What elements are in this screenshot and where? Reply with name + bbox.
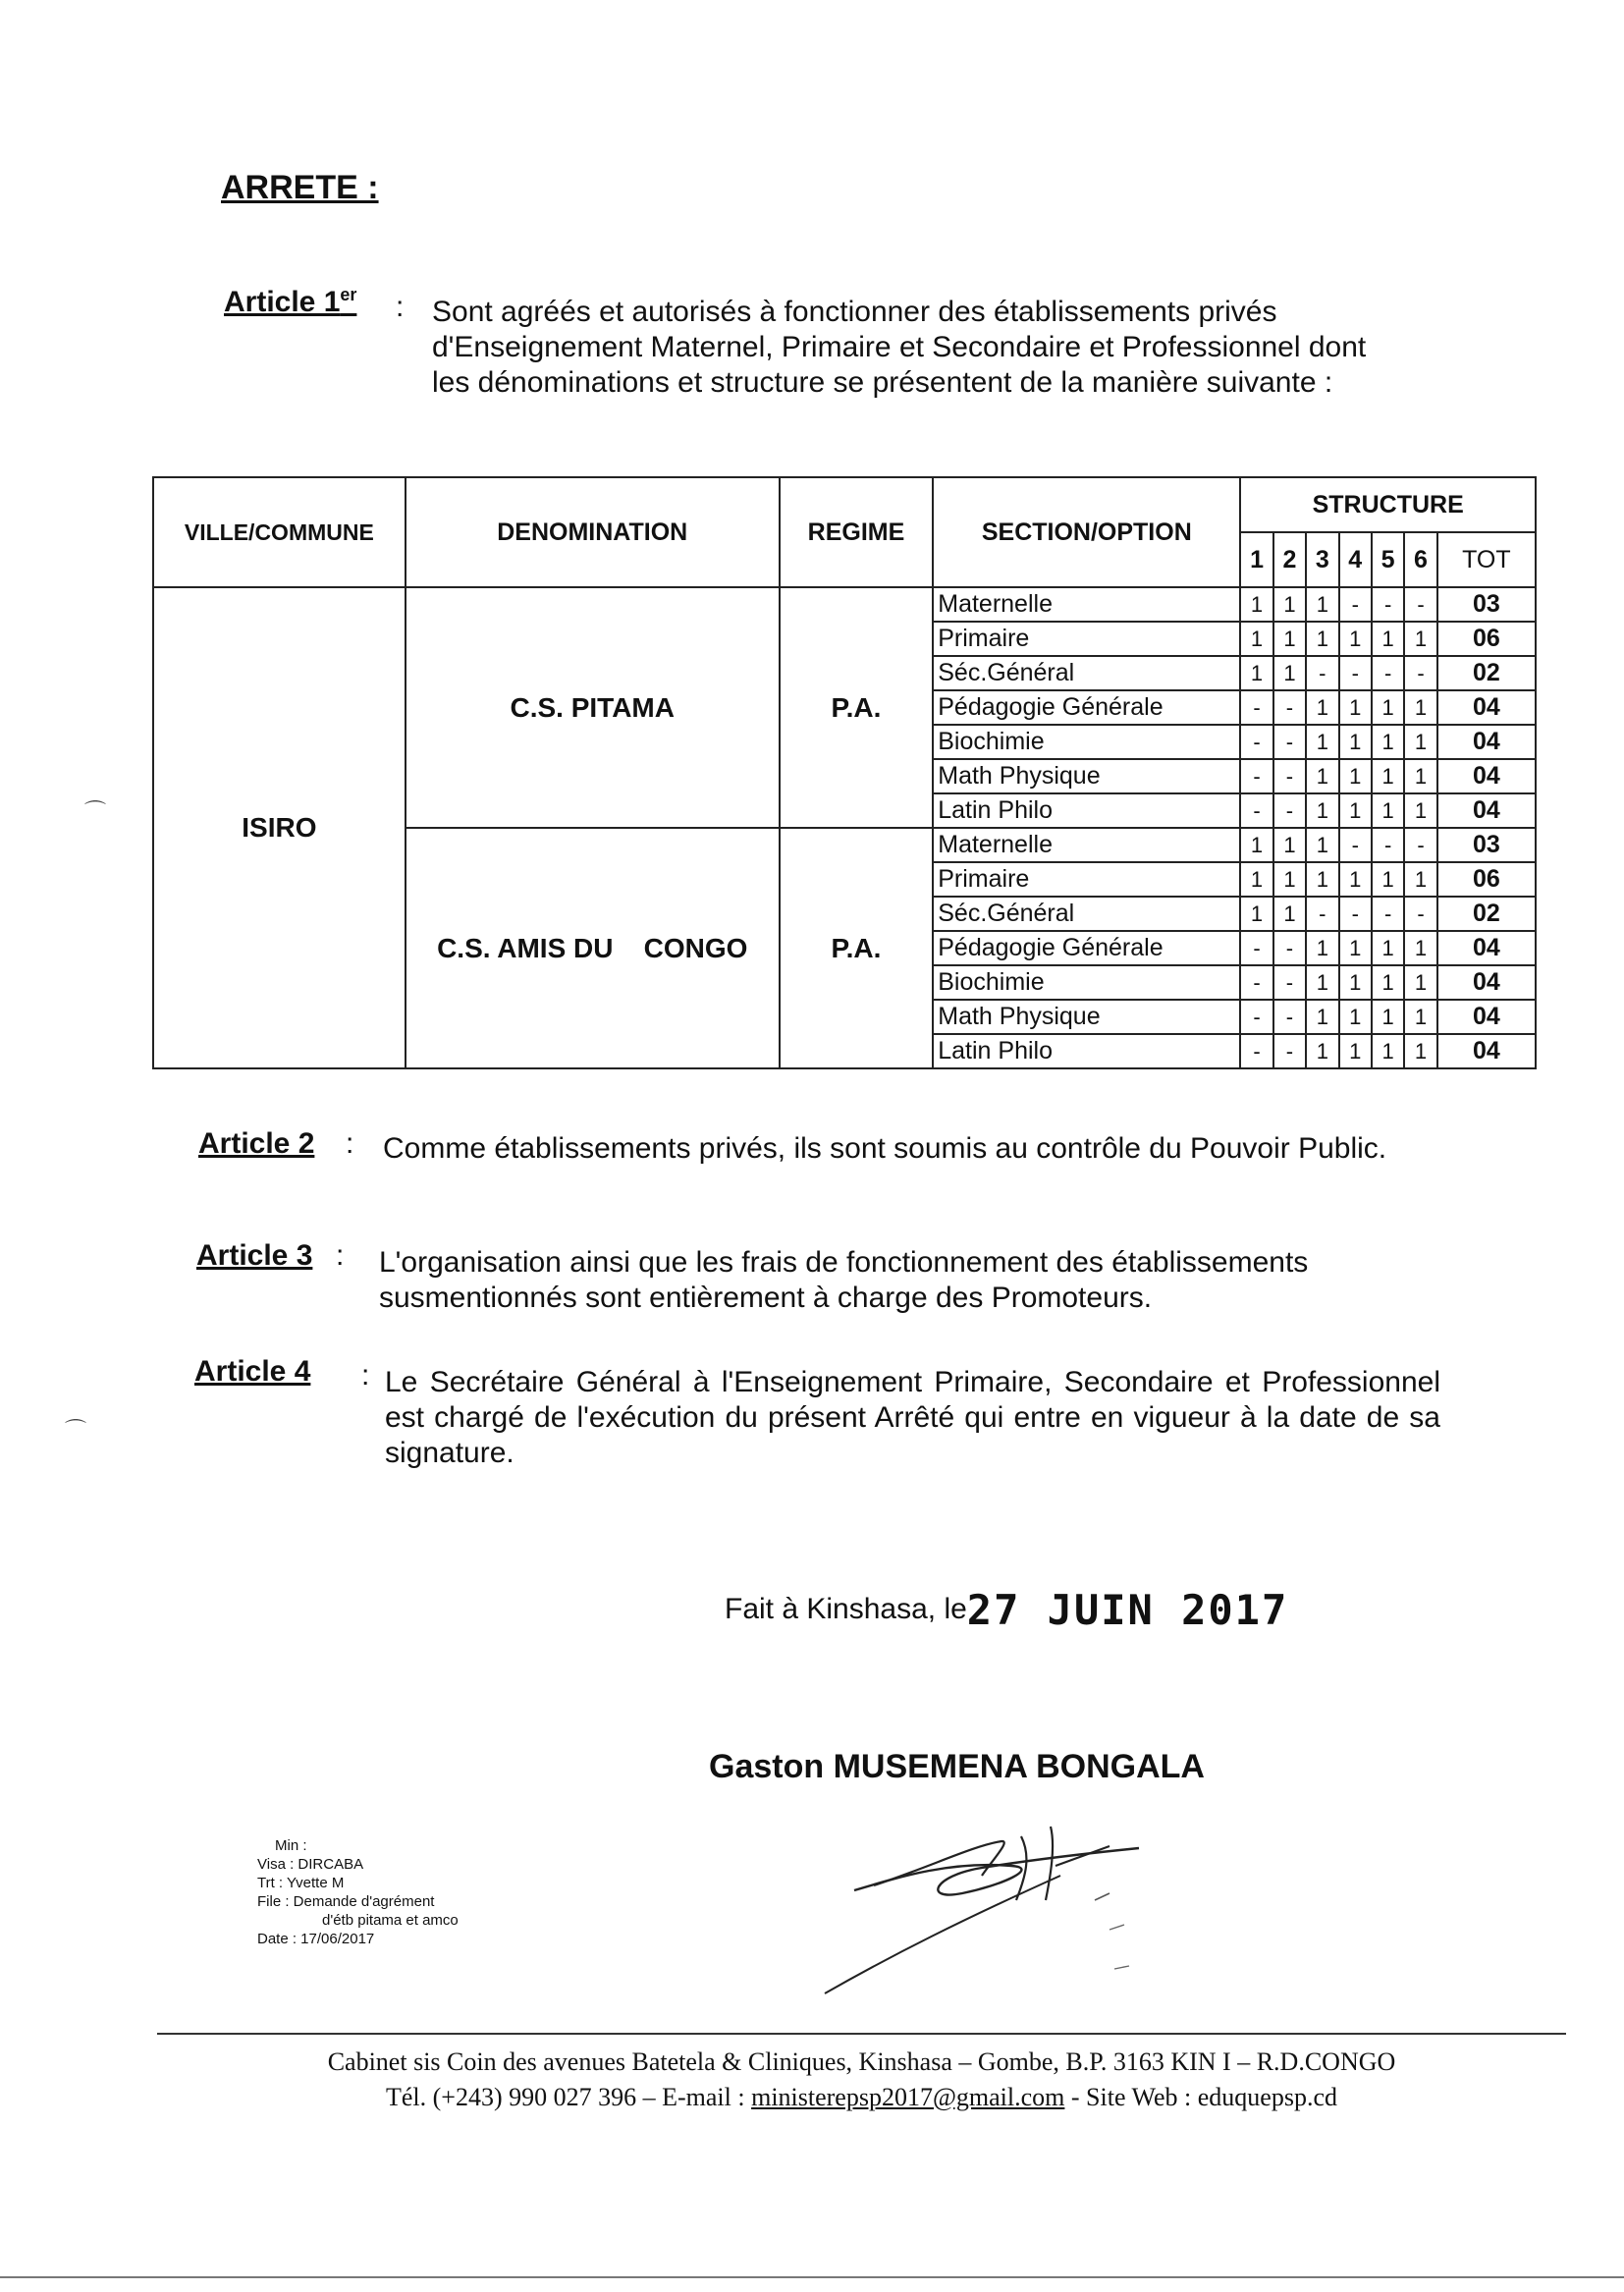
year-cell: 1 — [1306, 965, 1338, 1000]
structure-table — [152, 476, 1537, 1069]
header-total: TOT — [1437, 532, 1536, 587]
year-cell: 1 — [1306, 587, 1338, 622]
year-cell: 1 — [1240, 862, 1272, 897]
year-cell: - — [1240, 759, 1272, 793]
year-cell: 1 — [1273, 656, 1306, 690]
article-3-text: L'organisation ainsi que les frais de fonctionnement des établissements susmentionnés sont entièrement à charge des Promoteurs. — [379, 1246, 1309, 1314]
regime-cell: P.A. — [780, 828, 934, 1068]
year-cell: 1 — [1240, 656, 1272, 690]
school-name-cell: C.S. PITAMA — [406, 587, 780, 828]
city-cell: ISIRO — [153, 587, 406, 1068]
year-cell: 1 — [1306, 828, 1338, 862]
section-cell: Biochimie — [933, 965, 1240, 1000]
year-cell: 1 — [1404, 862, 1436, 897]
year-cell: 1 — [1306, 862, 1338, 897]
year-cell: - — [1273, 725, 1306, 759]
year-cell: - — [1240, 1034, 1272, 1068]
year-cell: 1 — [1306, 690, 1338, 725]
year-cell: 1 — [1404, 931, 1436, 965]
section-cell: Maternelle — [933, 587, 1240, 622]
year-cell: 1 — [1404, 759, 1436, 793]
total-cell: 04 — [1437, 725, 1536, 759]
footer-address: Cabinet sis Coin des avenues Batetela & Cliniques, Kinshasa – Gombe, B.P. 3163 KIN I – R.D.CONGO — [327, 2047, 1396, 2076]
total-cell: 02 — [1437, 656, 1536, 690]
header-denomination: DENOMINATION — [406, 477, 780, 587]
article-1-label — [224, 285, 356, 319]
year-cell: 1 — [1240, 622, 1272, 656]
total-cell: 03 — [1437, 587, 1536, 622]
year-cell: - — [1273, 965, 1306, 1000]
year-cell: - — [1273, 931, 1306, 965]
section-cell: Latin Philo — [933, 1034, 1240, 1068]
year-cell: 1 — [1306, 759, 1338, 793]
article-2-text: Comme établissements privés, ils sont soumis au contrôle du Pouvoir Public. — [383, 1132, 1387, 1165]
year-cell: 1 — [1372, 690, 1404, 725]
table-row — [153, 587, 1536, 622]
article-1-text: Sont agréés et autorisés à fonctionner des établissements privés d'Enseignement Maternel, Primaire et Secondaire et Professionnel dont les dénominations et structure se présentent de la manière suivante : — [432, 296, 1367, 399]
closing-line — [725, 1586, 1288, 1634]
section-cell: Séc.Général — [933, 897, 1240, 931]
header-year-2: 2 — [1273, 532, 1306, 587]
section-cell: Biochimie — [933, 725, 1240, 759]
year-cell: 1 — [1372, 1034, 1404, 1068]
scan-mark-icon: ⌒ — [84, 799, 107, 824]
year-cell: 1 — [1273, 897, 1306, 931]
section-cell: Maternelle — [933, 828, 1240, 862]
year-cell: - — [1339, 656, 1372, 690]
section-cell: Séc.Général — [933, 656, 1240, 690]
footer-tel: Tél. (+243) 990 027 396 – E-mail : — [385, 2083, 745, 2111]
year-cell: 1 — [1372, 1000, 1404, 1034]
year-cell: 1 — [1339, 965, 1372, 1000]
closing-place: Fait à Kinshasa, le — [725, 1593, 967, 1625]
header-year-1: 1 — [1240, 532, 1272, 587]
year-cell: 1 — [1339, 690, 1372, 725]
article-1-colon: : — [396, 291, 405, 323]
year-cell: - — [1240, 793, 1272, 828]
article-3-label: Article 3 — [196, 1239, 313, 1272]
total-cell: 04 — [1437, 931, 1536, 965]
year-cell: - — [1339, 587, 1372, 622]
year-cell: 1 — [1404, 690, 1436, 725]
section-cell: Pédagogie Générale — [933, 690, 1240, 725]
footer-site: - Site Web : eduquepsp.cd — [1070, 2083, 1337, 2111]
year-cell: 1 — [1404, 725, 1436, 759]
ref-visa: Visa : DIRCABA — [257, 1856, 364, 1873]
handwritten-signature — [815, 1807, 1188, 2003]
total-cell: 06 — [1437, 862, 1536, 897]
total-cell: 04 — [1437, 759, 1536, 793]
header-year-4: 4 — [1339, 532, 1372, 587]
header-year-5: 5 — [1372, 532, 1404, 587]
year-cell: 1 — [1372, 725, 1404, 759]
page-title: ARRETE : — [221, 169, 379, 206]
year-cell: 1 — [1372, 622, 1404, 656]
year-cell: 1 — [1273, 862, 1306, 897]
article-1-sup: er — [340, 285, 357, 304]
footer-contact — [157, 2080, 1566, 2115]
article-4-text: Le Secrétaire Général à l'Enseignement Primaire, Secondaire et Professionnel est chargé de l'exécution du présent Arrêté qui entre en vigueur à la date de sa signature. — [385, 1366, 1440, 1469]
section-cell: Math Physique — [933, 759, 1240, 793]
header-structure: STRUCTURE — [1240, 477, 1536, 532]
ref-min: Min : — [275, 1837, 307, 1854]
article-4-colon: : — [361, 1359, 370, 1392]
year-cell: 1 — [1339, 759, 1372, 793]
year-cell: 1 — [1372, 759, 1404, 793]
total-cell: 04 — [1437, 793, 1536, 828]
year-cell: 1 — [1240, 587, 1272, 622]
article-3-colon: : — [336, 1239, 345, 1272]
year-cell: - — [1339, 828, 1372, 862]
ref-trt: Trt : Yvette M — [257, 1875, 345, 1891]
section-cell: Pédagogie Générale — [933, 931, 1240, 965]
page-edge-line — [0, 2276, 1624, 2278]
year-cell: - — [1306, 897, 1338, 931]
year-cell: 1 — [1404, 793, 1436, 828]
year-cell: 1 — [1339, 1000, 1372, 1034]
year-cell: 1 — [1273, 622, 1306, 656]
year-cell: - — [1240, 725, 1272, 759]
total-cell: 04 — [1437, 965, 1536, 1000]
header-section: SECTION/OPTION — [933, 477, 1240, 587]
year-cell: 1 — [1372, 793, 1404, 828]
year-cell: 1 — [1404, 1000, 1436, 1034]
article-2-colon: : — [346, 1127, 354, 1160]
year-cell: - — [1372, 656, 1404, 690]
year-cell: 1 — [1339, 622, 1372, 656]
total-cell: 06 — [1437, 622, 1536, 656]
scan-mark-icon: ⌒ — [65, 1418, 87, 1443]
year-cell: - — [1240, 1000, 1272, 1034]
year-cell: - — [1306, 656, 1338, 690]
article-4-label: Article 4 — [194, 1355, 311, 1388]
year-cell: - — [1404, 587, 1436, 622]
year-cell: 1 — [1372, 862, 1404, 897]
year-cell: - — [1240, 690, 1272, 725]
header-city: VILLE/COMMUNE — [153, 477, 406, 587]
year-cell: - — [1372, 587, 1404, 622]
year-cell: 1 — [1273, 587, 1306, 622]
year-cell: - — [1273, 690, 1306, 725]
year-cell: 1 — [1372, 931, 1404, 965]
footer-email-link[interactable]: ministerepsp2017@gmail.com — [751, 2083, 1065, 2111]
closing-date: 27 JUIN 2017 — [966, 1586, 1289, 1634]
year-cell: - — [1339, 897, 1372, 931]
school-name-cell: C.S. AMIS DU CONGO — [406, 828, 780, 1068]
year-cell: - — [1404, 828, 1436, 862]
reference-block — [257, 1836, 459, 1948]
table-header-row — [153, 477, 1536, 532]
year-cell: 1 — [1306, 622, 1338, 656]
article-2-label: Article 2 — [198, 1127, 315, 1160]
total-cell: 04 — [1437, 1000, 1536, 1034]
year-cell: 1 — [1339, 725, 1372, 759]
year-cell: 1 — [1339, 1034, 1372, 1068]
article-1-label-text: Article 1 — [224, 286, 341, 318]
year-cell: 1 — [1339, 793, 1372, 828]
footer — [157, 2045, 1566, 2115]
year-cell: 1 — [1306, 1000, 1338, 1034]
section-cell: Primaire — [933, 622, 1240, 656]
year-cell: 1 — [1404, 622, 1436, 656]
section-cell: Latin Philo — [933, 793, 1240, 828]
section-cell: Math Physique — [933, 1000, 1240, 1034]
year-cell: - — [1273, 1000, 1306, 1034]
signer-name: Gaston MUSEMENA BONGALA — [709, 1748, 1205, 1785]
year-cell: - — [1372, 828, 1404, 862]
year-cell: 1 — [1306, 725, 1338, 759]
year-cell: - — [1273, 1034, 1306, 1068]
year-cell: - — [1372, 897, 1404, 931]
section-cell: Primaire — [933, 862, 1240, 897]
total-cell: 02 — [1437, 897, 1536, 931]
regime-cell: P.A. — [780, 587, 934, 828]
year-cell: 1 — [1404, 965, 1436, 1000]
year-cell: 1 — [1372, 965, 1404, 1000]
ref-file: File : Demande d'agrément — [257, 1893, 435, 1910]
year-cell: 1 — [1273, 828, 1306, 862]
year-cell: 1 — [1306, 1034, 1338, 1068]
ref-date: Date : 17/06/2017 — [257, 1931, 375, 1947]
year-cell: - — [1240, 965, 1272, 1000]
year-cell: 1 — [1306, 931, 1338, 965]
header-year-3: 3 — [1306, 532, 1338, 587]
year-cell: - — [1273, 759, 1306, 793]
header-regime: REGIME — [780, 477, 934, 587]
year-cell: 1 — [1404, 1034, 1436, 1068]
total-cell: 04 — [1437, 690, 1536, 725]
year-cell: 1 — [1339, 931, 1372, 965]
total-cell: 03 — [1437, 828, 1536, 862]
year-cell: - — [1404, 897, 1436, 931]
year-cell: 1 — [1240, 828, 1272, 862]
year-cell: - — [1240, 931, 1272, 965]
year-cell: 1 — [1306, 793, 1338, 828]
ref-file-cont: d'étb pitama et amco — [322, 1912, 459, 1929]
total-cell: 04 — [1437, 1034, 1536, 1068]
year-cell: 1 — [1339, 862, 1372, 897]
year-cell: - — [1404, 656, 1436, 690]
footer-divider — [157, 2033, 1566, 2035]
year-cell: 1 — [1240, 897, 1272, 931]
year-cell: - — [1273, 793, 1306, 828]
header-year-6: 6 — [1404, 532, 1436, 587]
